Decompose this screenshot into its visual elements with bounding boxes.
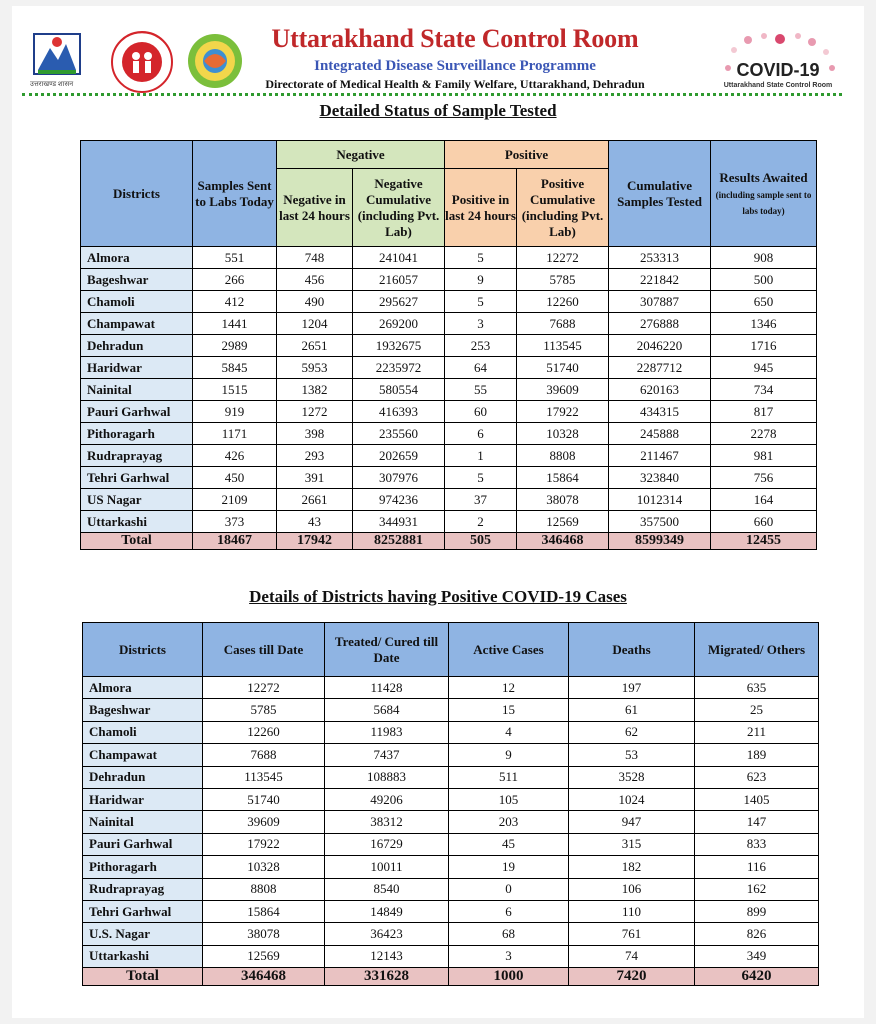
value-cell: 10328 xyxy=(517,423,609,445)
value-cell: 1024 xyxy=(569,788,695,810)
value-cell: 5785 xyxy=(203,699,325,721)
value-cell: 12260 xyxy=(203,721,325,743)
value-cell: 7688 xyxy=(203,744,325,766)
district-name-cell: Almora xyxy=(83,677,203,699)
district-name-cell: Champawat xyxy=(81,313,193,335)
value-cell: 10011 xyxy=(325,856,449,878)
value-cell: 2989 xyxy=(193,335,277,357)
value-cell: 45 xyxy=(449,833,569,855)
table-row xyxy=(83,945,819,967)
value-cell: 147 xyxy=(695,811,819,833)
value-cell: 12272 xyxy=(203,677,325,699)
value-cell: 5 xyxy=(445,291,517,313)
value-cell: 8540 xyxy=(325,878,449,900)
table-row xyxy=(83,699,819,721)
value-cell: 38078 xyxy=(203,923,325,945)
table-row xyxy=(83,856,819,878)
value-cell: 25 xyxy=(695,699,819,721)
value-cell: 15864 xyxy=(517,467,609,489)
table-row xyxy=(81,247,817,269)
value-cell: 12569 xyxy=(203,945,325,967)
value-cell: 2278 xyxy=(711,423,817,445)
value-cell: 357500 xyxy=(609,511,711,533)
value-cell: 293 xyxy=(277,445,353,467)
col-results-awaited xyxy=(711,141,817,247)
value-cell: 2661 xyxy=(277,489,353,511)
results-awaited-label: Results Awaited xyxy=(719,169,808,185)
value-cell: 434315 xyxy=(609,401,711,423)
value-cell: 12143 xyxy=(325,945,449,967)
value-cell: 12455 xyxy=(711,533,817,550)
value-cell: 15864 xyxy=(203,900,325,922)
district-name-cell: Tehri Garhwal xyxy=(83,900,203,922)
value-cell: 12569 xyxy=(517,511,609,533)
district-name-cell: Almora xyxy=(81,247,193,269)
value-cell: 17922 xyxy=(517,401,609,423)
col-negative-24h: Negative in last 24 hours xyxy=(277,169,353,247)
value-cell: 6 xyxy=(445,423,517,445)
value-cell: 4 xyxy=(449,721,569,743)
table-row xyxy=(81,423,817,445)
value-cell: 1204 xyxy=(277,313,353,335)
value-cell: 60 xyxy=(445,401,517,423)
value-cell: 9 xyxy=(445,269,517,291)
value-cell: 11428 xyxy=(325,677,449,699)
value-cell: 323840 xyxy=(609,467,711,489)
value-cell: 1 xyxy=(445,445,517,467)
value-cell: 17942 xyxy=(277,533,353,550)
value-cell: 756 xyxy=(711,467,817,489)
table-row xyxy=(81,269,817,291)
value-cell: 6420 xyxy=(695,968,819,986)
district-table-col-header: Cases till Date xyxy=(203,623,325,677)
directorate-line: Directorate of Medical Health & Family Welfare, Uttarakhand, Dehradun xyxy=(265,77,645,91)
value-cell: 1515 xyxy=(193,379,277,401)
table-row xyxy=(83,744,819,766)
value-cell: 511 xyxy=(449,766,569,788)
district-name-cell: Uttarkashi xyxy=(83,945,203,967)
nhm-logo-icon xyxy=(100,26,184,96)
district-table-col-header: Districts xyxy=(83,623,203,677)
value-cell: 16729 xyxy=(325,833,449,855)
table-row xyxy=(81,511,817,533)
value-cell: 635 xyxy=(695,677,819,699)
table-row xyxy=(81,291,817,313)
value-cell: 241041 xyxy=(353,247,445,269)
value-cell: 14849 xyxy=(325,900,449,922)
value-cell: 62 xyxy=(569,721,695,743)
value-cell: 7420 xyxy=(569,968,695,986)
value-cell: 5684 xyxy=(325,699,449,721)
value-cell: 38312 xyxy=(325,811,449,833)
district-table-col-header: Treated/ Cured till Date xyxy=(325,623,449,677)
value-cell: 7688 xyxy=(517,313,609,335)
district-name-cell: Pithoragarh xyxy=(81,423,193,445)
value-cell: 346468 xyxy=(203,968,325,986)
value-cell: 253313 xyxy=(609,247,711,269)
value-cell: 61 xyxy=(569,699,695,721)
col-group-positive: Positive xyxy=(445,141,609,169)
value-cell: 450 xyxy=(193,467,277,489)
value-cell: 8808 xyxy=(203,878,325,900)
value-cell: 235560 xyxy=(353,423,445,445)
value-cell: 116 xyxy=(695,856,819,878)
header-divider xyxy=(22,93,842,96)
value-cell: 373 xyxy=(193,511,277,533)
district-name-cell: Pithoragarh xyxy=(83,856,203,878)
value-cell: 826 xyxy=(695,923,819,945)
covid-logo-caption: Uttarakhand State Control Room xyxy=(723,82,833,89)
value-cell: 307976 xyxy=(353,467,445,489)
value-cell: 113545 xyxy=(203,766,325,788)
district-name-cell: Uttarkashi xyxy=(81,511,193,533)
total-row xyxy=(81,533,817,550)
value-cell: 19 xyxy=(449,856,569,878)
value-cell: 203 xyxy=(449,811,569,833)
value-cell: 17922 xyxy=(203,833,325,855)
district-name-cell: Tehri Garhwal xyxy=(81,467,193,489)
district-name-cell: Pauri Garhwal xyxy=(83,833,203,855)
value-cell: 945 xyxy=(711,357,817,379)
table-row xyxy=(81,467,817,489)
value-cell: 7437 xyxy=(325,744,449,766)
value-cell: 1405 xyxy=(695,788,819,810)
value-cell: 456 xyxy=(277,269,353,291)
sample-table-body xyxy=(81,247,817,550)
district-name-cell: Rudraprayag xyxy=(83,878,203,900)
value-cell: 505 xyxy=(445,533,517,550)
value-cell: 1346 xyxy=(711,313,817,335)
value-cell: 216057 xyxy=(353,269,445,291)
value-cell: 620163 xyxy=(609,379,711,401)
value-cell: 108883 xyxy=(325,766,449,788)
value-cell: 5845 xyxy=(193,357,277,379)
value-cell: 5 xyxy=(445,467,517,489)
value-cell: 6 xyxy=(449,900,569,922)
value-cell: 833 xyxy=(695,833,819,855)
table-row xyxy=(83,766,819,788)
value-cell: 74 xyxy=(569,945,695,967)
value-cell: 761 xyxy=(569,923,695,945)
value-cell: 221842 xyxy=(609,269,711,291)
value-cell: 1012314 xyxy=(609,489,711,511)
value-cell: 113545 xyxy=(517,335,609,357)
value-cell: 51740 xyxy=(517,357,609,379)
table-row xyxy=(83,923,819,945)
district-table-body xyxy=(83,677,819,986)
value-cell: 5953 xyxy=(277,357,353,379)
value-cell: 162 xyxy=(695,878,819,900)
value-cell: 202659 xyxy=(353,445,445,467)
value-cell: 53 xyxy=(569,744,695,766)
value-cell: 490 xyxy=(277,291,353,313)
value-cell: 2046220 xyxy=(609,335,711,357)
value-cell: 245888 xyxy=(609,423,711,445)
value-cell: 650 xyxy=(711,291,817,313)
value-cell: 253 xyxy=(445,335,517,357)
col-positive-cumulative: Positive Cumulative (including Pvt. Lab) xyxy=(517,169,609,247)
value-cell: 211 xyxy=(695,721,819,743)
value-cell: 8252881 xyxy=(353,533,445,550)
value-cell: 500 xyxy=(711,269,817,291)
value-cell: 426 xyxy=(193,445,277,467)
value-cell: 307887 xyxy=(609,291,711,313)
district-name-cell: US Nagar xyxy=(81,489,193,511)
col-negative-cumulative: Negative Cumulative (including Pvt. Lab) xyxy=(353,169,445,247)
value-cell: 64 xyxy=(445,357,517,379)
table-row xyxy=(81,313,817,335)
value-cell: 398 xyxy=(277,423,353,445)
value-cell: 412 xyxy=(193,291,277,313)
district-name-cell: Haridwar xyxy=(81,357,193,379)
value-cell: 2287712 xyxy=(609,357,711,379)
col-group-negative: Negative xyxy=(277,141,445,169)
value-cell: 3 xyxy=(449,945,569,967)
value-cell: 197 xyxy=(569,677,695,699)
district-table-col-header: Deaths xyxy=(569,623,695,677)
district-name-cell: Pauri Garhwal xyxy=(81,401,193,423)
value-cell: 974236 xyxy=(353,489,445,511)
district-table-col-header: Migrated/ Others xyxy=(695,623,819,677)
page-title: Uttarakhand State Control Room xyxy=(271,24,639,53)
district-cases-table xyxy=(82,622,819,986)
table-row xyxy=(81,401,817,423)
value-cell: 1441 xyxy=(193,313,277,335)
value-cell: 344931 xyxy=(353,511,445,533)
value-cell: 315 xyxy=(569,833,695,855)
value-cell: 55 xyxy=(445,379,517,401)
district-name-cell: Chamoli xyxy=(81,291,193,313)
value-cell: 276888 xyxy=(609,313,711,335)
col-positive-24h: Positive in last 24 hours xyxy=(445,169,517,247)
value-cell: 1272 xyxy=(277,401,353,423)
covid-logo-text: COVID-19 xyxy=(736,60,820,80)
value-cell: 734 xyxy=(711,379,817,401)
value-cell: 660 xyxy=(711,511,817,533)
value-cell: 3 xyxy=(445,313,517,335)
table-row xyxy=(83,900,819,922)
value-cell: 349 xyxy=(695,945,819,967)
value-cell: 36423 xyxy=(325,923,449,945)
sample-status-table xyxy=(80,140,817,550)
value-cell: 1932675 xyxy=(353,335,445,357)
value-cell: 748 xyxy=(277,247,353,269)
district-section-title: Details of Districts having Positive COVID-19 Cases xyxy=(249,587,627,606)
value-cell: 331628 xyxy=(325,968,449,986)
value-cell: 5785 xyxy=(517,269,609,291)
district-name-cell: Champawat xyxy=(83,744,203,766)
district-name-cell: Dehradun xyxy=(83,766,203,788)
value-cell: 947 xyxy=(569,811,695,833)
value-cell: 15 xyxy=(449,699,569,721)
table-row xyxy=(83,833,819,855)
col-samples-sent: Samples Sent to Labs Today xyxy=(193,141,277,247)
value-cell: 10328 xyxy=(203,856,325,878)
value-cell: 1000 xyxy=(449,968,569,986)
district-name-cell: Total xyxy=(83,968,203,986)
value-cell: 1382 xyxy=(277,379,353,401)
results-awaited-note: (including sample sent to labs today) xyxy=(715,189,812,216)
value-cell: 580554 xyxy=(353,379,445,401)
value-cell: 189 xyxy=(695,744,819,766)
value-cell: 9 xyxy=(449,744,569,766)
district-name-cell: Rudraprayag xyxy=(81,445,193,467)
value-cell: 899 xyxy=(695,900,819,922)
value-cell: 2651 xyxy=(277,335,353,357)
value-cell: 908 xyxy=(711,247,817,269)
value-cell: 817 xyxy=(711,401,817,423)
value-cell: 551 xyxy=(193,247,277,269)
district-table-header xyxy=(83,623,819,677)
value-cell: 8599349 xyxy=(609,533,711,550)
table-row xyxy=(83,788,819,810)
total-row xyxy=(83,968,819,986)
col-districts: Districts xyxy=(81,141,193,247)
value-cell: 51740 xyxy=(203,788,325,810)
district-name-cell: Haridwar xyxy=(83,788,203,810)
value-cell: 266 xyxy=(193,269,277,291)
value-cell: 12 xyxy=(449,677,569,699)
value-cell: 38078 xyxy=(517,489,609,511)
value-cell: 0 xyxy=(449,878,569,900)
district-name-cell: Total xyxy=(81,533,193,550)
table-row xyxy=(83,677,819,699)
value-cell: 106 xyxy=(569,878,695,900)
value-cell: 1716 xyxy=(711,335,817,357)
district-name-cell: Nainital xyxy=(83,811,203,833)
value-cell: 8808 xyxy=(517,445,609,467)
district-name-cell: Nainital xyxy=(81,379,193,401)
value-cell: 110 xyxy=(569,900,695,922)
table-row xyxy=(83,878,819,900)
district-name-cell: Bageshwar xyxy=(83,699,203,721)
value-cell: 68 xyxy=(449,923,569,945)
value-cell: 37 xyxy=(445,489,517,511)
value-cell: 1171 xyxy=(193,423,277,445)
value-cell: 346468 xyxy=(517,533,609,550)
value-cell: 981 xyxy=(711,445,817,467)
value-cell: 211467 xyxy=(609,445,711,467)
district-name-cell: Chamoli xyxy=(83,721,203,743)
value-cell: 295627 xyxy=(353,291,445,313)
table-row xyxy=(83,721,819,743)
table-row xyxy=(81,445,817,467)
page-subtitle: Integrated Disease Surveillance Programme xyxy=(314,58,596,74)
value-cell: 416393 xyxy=(353,401,445,423)
district-name-cell: Dehradun xyxy=(81,335,193,357)
table-row xyxy=(83,811,819,833)
value-cell: 3528 xyxy=(569,766,695,788)
value-cell: 2 xyxy=(445,511,517,533)
district-table-col-header: Active Cases xyxy=(449,623,569,677)
idsp-logo-icon xyxy=(186,32,244,90)
district-name-cell: U.S. Nagar xyxy=(83,923,203,945)
sample-section-title: Detailed Status of Sample Tested xyxy=(319,101,557,120)
value-cell: 105 xyxy=(449,788,569,810)
value-cell: 269200 xyxy=(353,313,445,335)
value-cell: 182 xyxy=(569,856,695,878)
value-cell: 2109 xyxy=(193,489,277,511)
value-cell: 39609 xyxy=(203,811,325,833)
value-cell: 919 xyxy=(193,401,277,423)
table-row xyxy=(81,379,817,401)
value-cell: 18467 xyxy=(193,533,277,550)
value-cell: 164 xyxy=(711,489,817,511)
col-cumulative-tested: Cumulative Samples Tested xyxy=(609,141,711,247)
value-cell: 43 xyxy=(277,511,353,533)
value-cell: 11983 xyxy=(325,721,449,743)
table-row xyxy=(81,357,817,379)
value-cell: 49206 xyxy=(325,788,449,810)
value-cell: 39609 xyxy=(517,379,609,401)
value-cell: 5 xyxy=(445,247,517,269)
district-name-cell: Bageshwar xyxy=(81,269,193,291)
table-row xyxy=(81,335,817,357)
value-cell: 623 xyxy=(695,766,819,788)
emblem-caption: उत्तराखण्ड शासन xyxy=(30,80,74,88)
table-row xyxy=(81,489,817,511)
value-cell: 12260 xyxy=(517,291,609,313)
value-cell: 391 xyxy=(277,467,353,489)
value-cell: 2235972 xyxy=(353,357,445,379)
value-cell: 12272 xyxy=(517,247,609,269)
